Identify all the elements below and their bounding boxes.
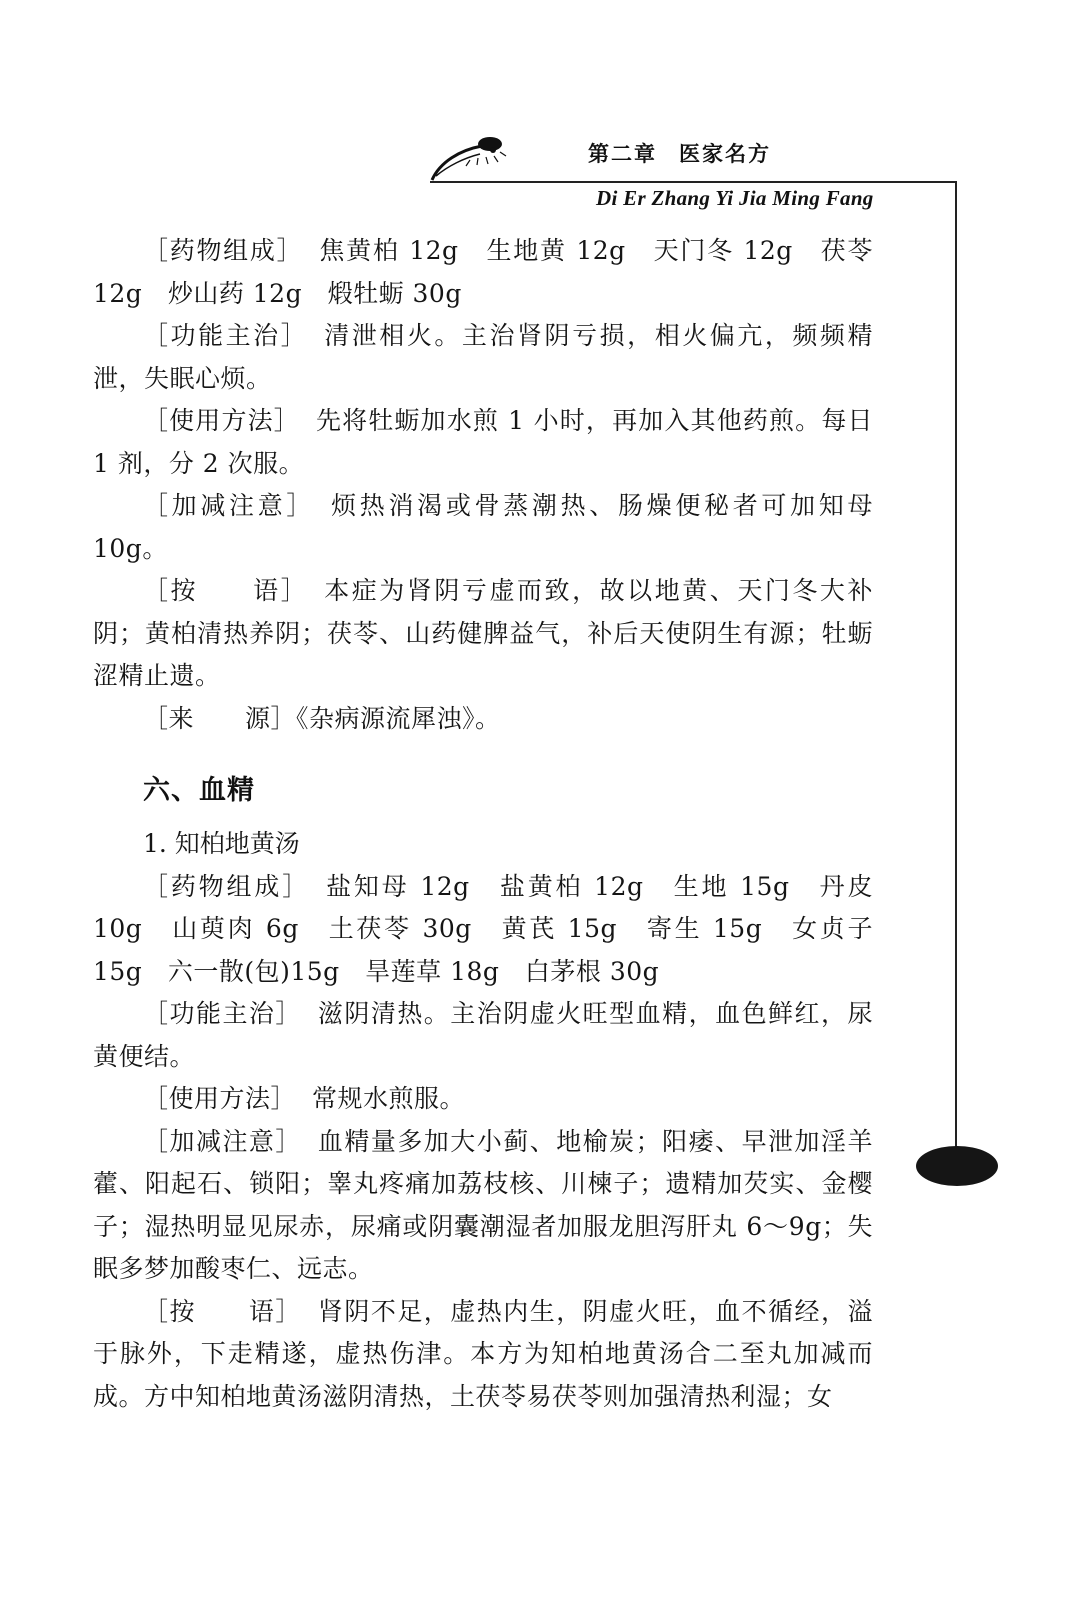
usage — [93, 1078, 873, 1121]
recipe-title: 1. 知柏地黄汤 — [143, 829, 300, 858]
source-label: ［来 源］ — [143, 703, 297, 733]
modification — [93, 1121, 873, 1291]
composition-label: ［药物组成］ — [143, 871, 311, 901]
header-rule — [430, 181, 957, 183]
usage-text: 常规水煎服。 — [312, 1084, 466, 1113]
function-label: ［功能主治］ — [143, 999, 302, 1028]
prev-note — [93, 570, 873, 698]
source-text: 《杂病源流犀浊》。 — [296, 703, 501, 733]
margin-rule — [955, 181, 957, 1153]
chapter-number: 第二章 — [588, 142, 657, 166]
modification-label: ［加减注意］ — [143, 1126, 302, 1156]
modification-text: 血精量多加大小蓟、地榆炭；阳痿、早泄加淫羊藿、阳起石、锁阳；睾丸疼痛加荔枝核、川楝子；遗精加芡实、金樱子；湿热明显见尿赤，尿痛或阴囊潮湿者加服龙胆泻肝丸 6～9g；失眠多梦加酸枣仁、远志。 — [93, 1126, 873, 1283]
usage-text: 先将牡蛎加水煎 1 小时，再加入其他药煎。每日 1 剂，分 2 次服。 — [93, 406, 873, 478]
note — [93, 1291, 873, 1419]
running-header-pinyin: Di Er Zhang Yi Jia Ming Fang — [596, 186, 874, 210]
note-text: 本症为肾阴亏虚而致，故以地黄、天门冬大补阴；黄柏清热养阴；茯苓、山药健脾益气，补后天使阴生有源；牡蛎涩精止遗。 — [93, 576, 873, 690]
chapter-title: 医家名方 — [679, 142, 771, 166]
page-body — [93, 230, 873, 1418]
prev-function — [93, 315, 873, 400]
function — [93, 993, 873, 1078]
composition — [93, 866, 873, 994]
section-heading: 六、血精 — [143, 775, 255, 806]
prev-composition — [93, 230, 873, 315]
prev-source — [93, 698, 873, 741]
function-text: 滋阴清热。主治阴虚火旺型血精，血色鲜红，尿黄便结。 — [93, 999, 873, 1071]
page-thumb-tab — [916, 1146, 998, 1186]
note-label: ［按 语］ — [143, 576, 309, 605]
note-text: 肾阴不足，虚热内生，阴虚火旺，血不循经，溢于脉外，下走精遂，虚热伤津。本方为知柏地黄汤合二至丸加减而成。方中知柏地黄汤滋阴清热，土茯苓易茯苓则加强清热利湿；女 — [93, 1296, 873, 1411]
modification-text: 烦热消渴或骨蒸潮热、肠燥便秘者可加知母 10g。 — [93, 491, 873, 563]
function-text: 清泄相火。主治肾阴亏损，相火偏亢，频频精泄，失眠心烦。 — [93, 321, 873, 393]
lamp-ornament-icon — [430, 132, 520, 184]
running-header-chapter — [588, 138, 771, 168]
modification-label: ［加减注意］ — [143, 491, 316, 520]
composition-text: 焦黄柏 12g 生地黄 12g 天门冬 12g 茯苓 12g 炒山药 12g 煅牡蛎 30g — [93, 236, 873, 308]
function-label: ［功能主治］ — [143, 321, 309, 350]
usage-label: ［使用方法］ — [143, 406, 300, 435]
composition-label: ［药物组成］ — [143, 236, 304, 265]
note-label: ［按 语］ — [143, 1296, 302, 1326]
prev-usage — [93, 400, 873, 485]
usage-label: ［使用方法］ — [143, 1084, 297, 1113]
composition-text: 盐知母 12g 盐黄柏 12g 生地 15g 丹皮 10g 山萸肉 6g 土茯苓 30g 黄芪 15g 寄生 15g 女贞子 15g 六一散(包)15g 旱莲草 18g 白茅根 30g — [93, 871, 873, 986]
prev-modification — [93, 485, 873, 570]
